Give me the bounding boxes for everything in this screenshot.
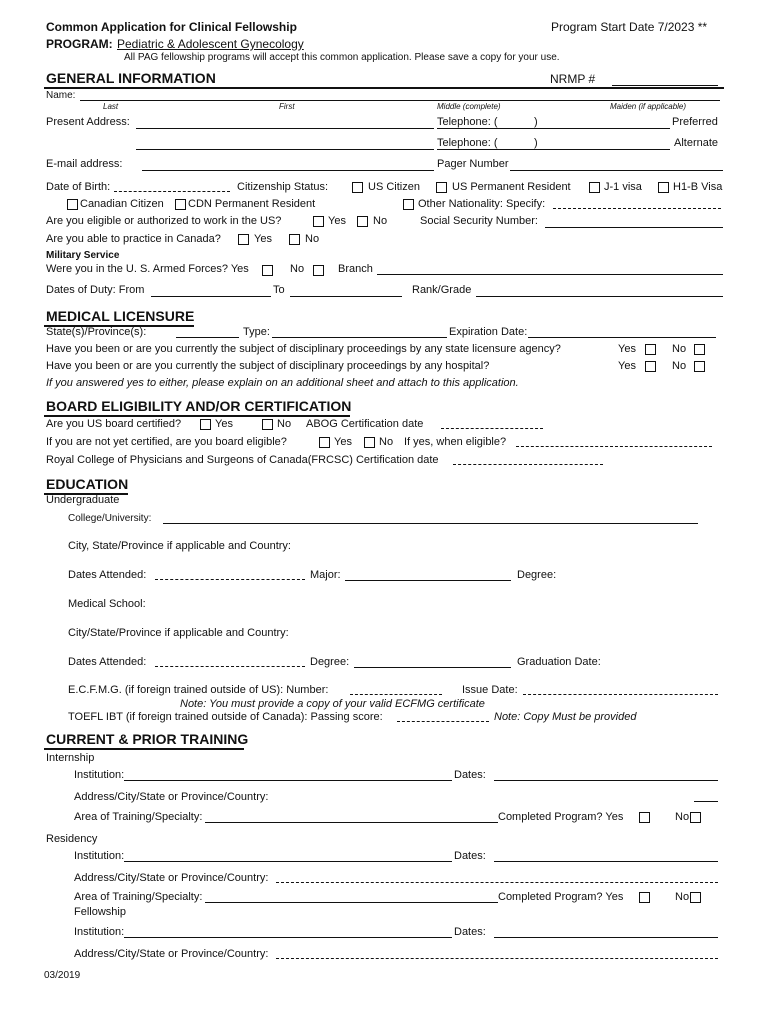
licensure-heading: MEDICAL LICENSURE (46, 308, 195, 324)
last-label: Last (103, 102, 119, 111)
residency-label: Residency (46, 833, 98, 845)
states-field[interactable] (176, 337, 239, 338)
armed-forces-question: Were you in the U. S. Armed Forces? Yes (46, 263, 249, 275)
telephone-alt-field[interactable] (437, 149, 670, 150)
licensure-note: If you answered yes to either, please explain on an additional sheet and attach to this application. (46, 377, 519, 389)
email-label: E-mail address: (46, 158, 123, 170)
middle-label: Middle (complete) (437, 102, 501, 111)
issue-date-label: Issue Date: (462, 684, 518, 696)
institution-label: Institution: (74, 926, 125, 938)
dates-attended-label: Dates Attended: (68, 656, 147, 668)
j1-checkbox[interactable] (589, 182, 600, 193)
canadian-label: Canadian Citizen (80, 198, 164, 210)
name-label: Name: (46, 90, 76, 101)
dob-label: Date of Birth: (46, 181, 111, 193)
maiden-label: Maiden (if applicable) (610, 102, 687, 111)
major-label: Major: (310, 569, 341, 581)
ecfmg-note: Note: You must provide a copy of your valid ECFMG certificate (180, 698, 485, 710)
institution-field[interactable] (124, 937, 452, 938)
when-eligible-label: If yes, when eligible? (404, 436, 507, 448)
frcsc-label: Royal College of Physicians and Surgeons of Canada(FRCSC) Certification date (46, 454, 439, 466)
dates-label: Dates: (454, 926, 486, 938)
q1-yes-checkbox[interactable] (645, 344, 656, 355)
q2-no-checkbox[interactable] (694, 361, 705, 372)
fellowship-label: Fellowship (74, 906, 126, 918)
institution-label: Institution: (74, 769, 125, 781)
canada-yes-checkbox[interactable] (238, 234, 249, 245)
telephone-label: Telephone: ( (437, 116, 498, 128)
citizenship-label: Citizenship Status: (237, 181, 329, 193)
ecfmg-field[interactable] (350, 694, 442, 695)
name-field[interactable] (80, 100, 720, 101)
general-info-heading: GENERAL INFORMATION (46, 70, 216, 86)
states-label: State(s)/Province(s): (46, 326, 147, 338)
section-divider (44, 87, 724, 89)
canadian-checkbox[interactable] (67, 199, 78, 210)
us-perm-checkbox[interactable] (436, 182, 447, 193)
ecfmg-label: E.C.F.M.G. (if foreign trained outside of US): Number: (68, 684, 329, 696)
pager-label: Pager Number (437, 158, 509, 170)
institution-field[interactable] (124, 861, 452, 862)
us-citizen-label: US Citizen (368, 181, 420, 193)
internship-label: Internship (46, 752, 95, 764)
footer-date: 03/2019 (44, 970, 81, 981)
email-field[interactable] (142, 170, 434, 171)
dates-duty-label: Dates of Duty: From (46, 284, 145, 296)
no-label: No (290, 263, 305, 275)
branch-field[interactable] (377, 274, 723, 275)
yes-label: Yes (254, 233, 272, 245)
program-label: PROGRAM: (46, 37, 113, 51)
duty-to-field[interactable] (290, 296, 402, 297)
undergrad-label: Undergraduate (46, 494, 120, 506)
abog-field[interactable] (441, 428, 543, 429)
alternate-label: Alternate (674, 137, 719, 149)
j1-label: J-1 visa (604, 181, 642, 193)
header-note: All PAG fellowship programs will accept this common application. Please save a copy for your use. (124, 52, 560, 63)
dates-field[interactable] (494, 937, 718, 938)
other-nat-label: Other Nationality: Specify: (418, 198, 546, 210)
other-nat-checkbox[interactable] (403, 199, 414, 210)
area-field[interactable] (205, 822, 498, 823)
board-eligible-question: If you are not yet certified, are you board eligible? (46, 436, 287, 448)
h1b-checkbox[interactable] (658, 182, 669, 193)
degree-field[interactable] (354, 667, 511, 668)
dates-attended-label: Dates Attended: (68, 569, 147, 581)
toefl-note: Note: Copy Must be provided (494, 711, 637, 723)
certified-no-checkbox[interactable] (262, 419, 273, 430)
address-line-2-field[interactable] (136, 149, 434, 150)
dates-label: Dates: (454, 850, 486, 862)
completed-yes-checkbox[interactable] (639, 892, 650, 903)
yes-label: Yes (328, 215, 346, 227)
type-label: Type: (243, 326, 270, 338)
telephone-field[interactable] (437, 128, 670, 129)
telephone-label: Telephone: ( (437, 137, 498, 149)
ssn-field[interactable] (545, 227, 723, 228)
duty-from-field[interactable] (151, 296, 271, 297)
pager-field[interactable] (510, 170, 723, 171)
area-field[interactable] (205, 902, 498, 903)
ssn-label: Social Security Number: (420, 215, 538, 227)
h1b-label: H1-B Visa (673, 181, 723, 193)
dob-field[interactable] (114, 191, 230, 192)
present-address-field[interactable] (136, 128, 434, 129)
institution-label: Institution: (74, 850, 125, 862)
yes-label: Yes (618, 343, 636, 355)
area-label: Area of Training/Specialty: (74, 891, 203, 903)
med-school-label: Medical School: (68, 598, 146, 610)
when-eligible-field[interactable] (516, 446, 712, 447)
work-us-yes-checkbox[interactable] (313, 216, 324, 227)
nrmp-label: NRMP # (550, 72, 596, 86)
certified-yes-checkbox[interactable] (200, 419, 211, 430)
major-field[interactable] (345, 580, 511, 581)
college-field[interactable] (163, 523, 698, 524)
toefl-field[interactable] (397, 721, 489, 722)
preferred-label: Preferred (672, 116, 718, 128)
institution-field[interactable] (124, 780, 452, 781)
telephone-paren: ) (534, 137, 538, 149)
degree-label: Degree: (517, 569, 557, 581)
eligible-yes-checkbox[interactable] (319, 437, 330, 448)
completed-label: Completed Program? Yes (498, 811, 624, 823)
program-start-date: Program Start Date 7/2023 ** (551, 20, 708, 34)
frcsc-field[interactable] (453, 464, 603, 465)
no-label: No (675, 811, 690, 823)
board-heading: BOARD ELIGIBILITY AND/OR CERTIFICATION (46, 398, 352, 414)
cdn-perm-checkbox[interactable] (175, 199, 186, 210)
address-field[interactable] (694, 801, 718, 802)
eligible-no-checkbox[interactable] (364, 437, 375, 448)
us-perm-label: US Permanent Resident (452, 181, 571, 193)
dates-field[interactable] (494, 780, 718, 781)
no-label: No (672, 360, 687, 372)
city-label: City/State/Province if applicable and Country: (68, 627, 289, 639)
no-label: No (672, 343, 687, 355)
licensure-question-2: Have you been or are you currently the subject of disciplinary proceedings by any hospital? (46, 360, 490, 372)
completed-no-checkbox[interactable] (690, 812, 701, 823)
section-divider (44, 748, 244, 750)
dates-attended-field[interactable] (155, 666, 305, 667)
program-name: Pediatric & Adolescent Gynecology (117, 37, 304, 51)
work-us-no-checkbox[interactable] (357, 216, 368, 227)
no-label: No (373, 215, 388, 227)
type-field[interactable] (272, 337, 447, 338)
rank-field[interactable] (476, 296, 723, 297)
college-label: College/University: (68, 513, 152, 524)
expiration-label: Expiration Date: (449, 326, 528, 338)
yes-label: Yes (215, 418, 233, 430)
armed-no-checkbox[interactable] (313, 265, 324, 276)
practice-canada-question: Are you able to practice in Canada? (46, 233, 221, 245)
city-label: City, State/Province if applicable and Country: (68, 540, 291, 552)
rank-label: Rank/Grade (412, 284, 472, 296)
telephone-paren: ) (534, 116, 538, 128)
abog-label: ABOG Certification date (306, 418, 424, 430)
yes-label: Yes (618, 360, 636, 372)
to-label: To (273, 284, 285, 296)
completed-no-checkbox[interactable] (690, 892, 701, 903)
work-us-question: Are you eligible or authorized to work in the US? (46, 215, 282, 227)
other-nat-field[interactable] (553, 208, 721, 209)
first-label: First (279, 102, 295, 111)
degree-label: Degree: (310, 656, 350, 668)
armed-yes-checkbox[interactable] (262, 265, 273, 276)
present-address-label: Present Address: (46, 116, 130, 128)
address-label: Address/City/State or Province/Country: (74, 791, 269, 803)
address-label: Address/City/State or Province/Country: (74, 948, 269, 960)
dates-field[interactable] (494, 861, 718, 862)
area-label: Area of Training/Specialty: (74, 811, 203, 823)
completed-label: Completed Program? Yes (498, 891, 624, 903)
nrmp-field[interactable] (612, 85, 718, 86)
branch-label: Branch (338, 263, 373, 275)
no-label: No (675, 891, 690, 903)
yes-label: Yes (334, 436, 352, 448)
q1-no-checkbox[interactable] (694, 344, 705, 355)
address-field[interactable] (276, 958, 718, 959)
section-divider (44, 415, 350, 417)
q2-yes-checkbox[interactable] (645, 361, 656, 372)
canada-no-checkbox[interactable] (289, 234, 300, 245)
expiration-field[interactable] (528, 337, 716, 338)
issue-date-field[interactable] (523, 694, 718, 695)
no-label: No (305, 233, 320, 245)
form-title: Common Application for Clinical Fellowship (46, 20, 297, 34)
completed-yes-checkbox[interactable] (639, 812, 650, 823)
grad-date-label: Graduation Date: (517, 656, 601, 668)
training-heading: CURRENT & PRIOR TRAINING (46, 731, 249, 747)
dates-attended-field[interactable] (155, 579, 305, 580)
cdn-perm-label: CDN Permanent Resident (188, 198, 316, 210)
address-field[interactable] (276, 882, 718, 883)
military-heading: Military Service (46, 250, 120, 261)
address-label: Address/City/State or Province/Country: (74, 872, 269, 884)
no-label: No (379, 436, 394, 448)
dates-label: Dates: (454, 769, 486, 781)
us-citizen-checkbox[interactable] (352, 182, 363, 193)
licensure-question-1: Have you been or are you currently the subject of disciplinary proceedings by any state licensure agency? (46, 343, 561, 355)
board-certified-question: Are you US board certified? (46, 418, 182, 430)
toefl-label: TOEFL IBT (if foreign trained outside of Canada): Passing score: (68, 711, 383, 723)
no-label: No (277, 418, 292, 430)
education-heading: EDUCATION (46, 476, 129, 492)
